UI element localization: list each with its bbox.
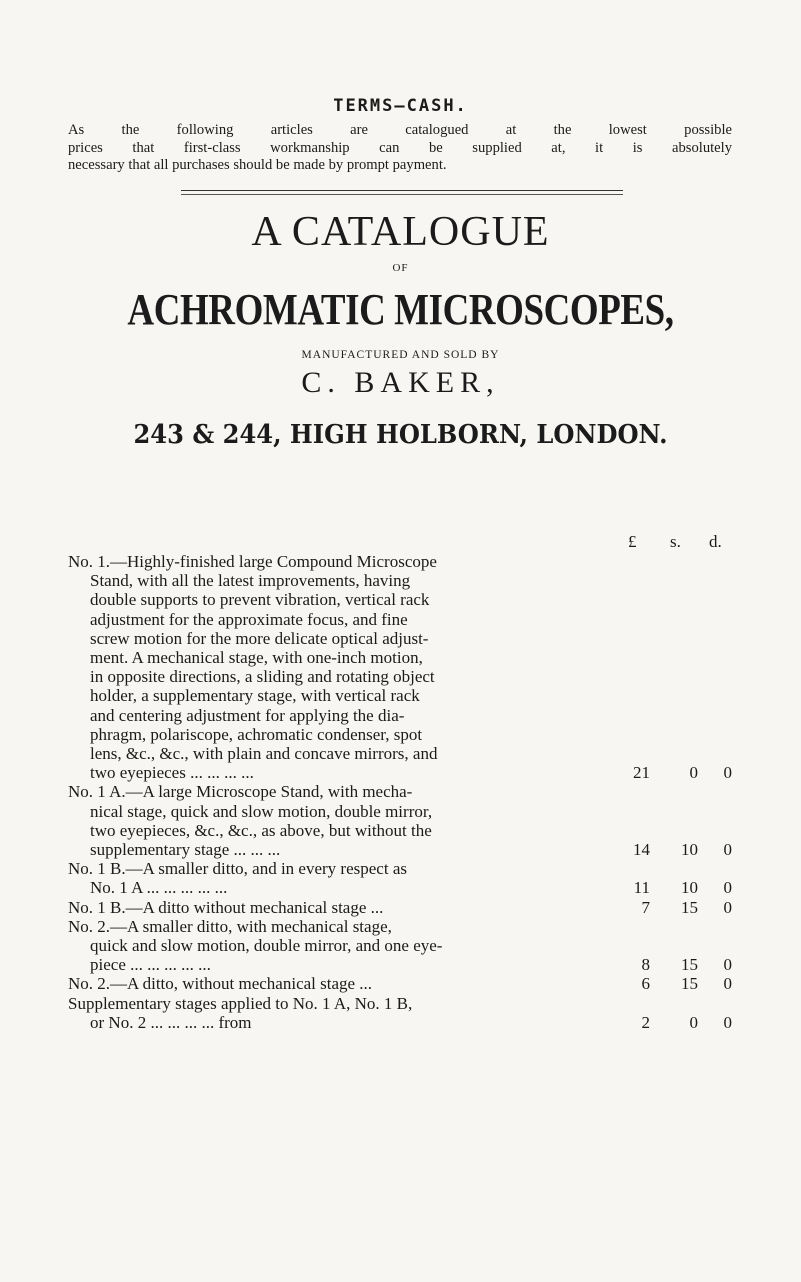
price-entry xyxy=(68,859,732,897)
price-pounds: 14 xyxy=(633,840,650,860)
pence-symbol: d. xyxy=(709,532,722,551)
entry-line: supplementary stage ... ... ... xyxy=(90,840,281,860)
entry-line: nical stage, quick and slow motion, double mirror, xyxy=(90,801,433,821)
price-shillings: 10 xyxy=(681,878,698,898)
entry-line: No. 1.—Highly-finished large Compound Microscope xyxy=(68,552,437,571)
entry-line: No. 2.—A smaller ditto, with mechanical stage, xyxy=(68,916,392,936)
entry-line: ment. A mechanical stage, with one-inch motion, xyxy=(90,648,423,668)
pounds-symbol: £ xyxy=(628,532,637,551)
entry-line: adjustment for the approximate focus, and fine xyxy=(90,609,408,629)
entry-line: No. 1 B.—A ditto without mechanical stage ... xyxy=(68,897,384,917)
price-pence: 0 xyxy=(723,897,732,917)
price-pounds: 6 xyxy=(641,974,650,994)
entry-price xyxy=(619,878,732,897)
entry-price xyxy=(619,974,732,993)
price-shillings: 0 xyxy=(689,763,698,783)
price-pounds: 2 xyxy=(641,1012,650,1032)
entry-price xyxy=(619,840,732,859)
intro-line: prices that first-class workmanship can be supplied at, it is absolutely xyxy=(68,139,732,156)
entry-line: lens, &c., &c., with plain and concave mirrors, and xyxy=(90,744,438,764)
price-entry xyxy=(68,917,732,975)
entry-line: two eyepieces ... ... ... ... xyxy=(90,763,254,783)
divider-rule xyxy=(181,194,623,195)
entry-price xyxy=(619,763,732,782)
price-pounds: 11 xyxy=(633,878,650,898)
entry-line: No. 1 A.—A large Microscope Stand, with mecha- xyxy=(68,782,413,802)
entry-price xyxy=(619,955,732,974)
price-pounds: 8 xyxy=(641,955,650,975)
entry-line: phragm, polariscope, achromatic condenser, spot xyxy=(90,724,423,744)
price-shillings: 0 xyxy=(689,1012,698,1032)
entry-line: holder, a supplementary stage, with vertical rack xyxy=(90,686,420,706)
price-pence: 0 xyxy=(723,974,732,994)
price-pounds: 21 xyxy=(633,763,650,783)
catalogue-title: A CATALOGUE xyxy=(251,209,550,255)
title-of: OF xyxy=(392,262,409,274)
price-shillings: 10 xyxy=(681,840,698,860)
price-list xyxy=(68,552,732,1032)
price-shillings: 15 xyxy=(681,974,698,994)
entry-price xyxy=(619,898,732,917)
catalogue-subject: ACHROMATIC MICROSCOPES, xyxy=(127,285,674,334)
price-entry xyxy=(68,994,732,1032)
price-entry xyxy=(68,782,732,859)
price-shillings: 15 xyxy=(681,955,698,975)
price-pence: 0 xyxy=(723,1012,732,1032)
entry-line: or No. 2 ... ... ... ... from xyxy=(90,1012,252,1032)
entry-line: No. 2.—A ditto, without mechanical stage ... xyxy=(68,974,373,994)
price-entry xyxy=(68,552,732,782)
maker-name: C. BAKER, xyxy=(301,366,500,399)
price-entry xyxy=(68,974,732,993)
entry-line: double supports to prevent vibration, vertical rack xyxy=(90,590,430,610)
price-shillings: 15 xyxy=(681,897,698,917)
intro-line: As the following articles are catalogued at the lowest possible xyxy=(68,122,732,138)
terms-heading: TERMS—CASH. xyxy=(333,96,468,116)
entry-price xyxy=(619,1013,732,1032)
intro-line: necessary that all purchases should be made by prompt payment. xyxy=(68,157,447,173)
intro-paragraph xyxy=(68,122,732,175)
manufactured-by: MANUFACTURED AND SOLD BY xyxy=(301,349,500,361)
entry-line: Stand, with all the latest improvements, having xyxy=(90,571,411,591)
price-pounds: 7 xyxy=(641,897,650,917)
entry-line: No. 1 B.—A smaller ditto, and in every respect as xyxy=(68,859,407,879)
price-pence: 0 xyxy=(723,840,732,860)
price-pence: 0 xyxy=(723,878,732,898)
entry-line: and centering adjustment for applying the dia- xyxy=(90,705,405,725)
price-pence: 0 xyxy=(723,955,732,975)
entry-line: piece ... ... ... ... ... xyxy=(90,955,211,975)
entry-line: two eyepieces, &c., &c., as above, but without the xyxy=(90,820,432,840)
entry-line: Supplementary stages applied to No. 1 A, No. 1 B, xyxy=(68,993,413,1013)
entry-line: screw motion for the more delicate optical adjust- xyxy=(90,628,429,648)
shillings-symbol: s. xyxy=(670,532,681,551)
price-pence: 0 xyxy=(723,763,732,783)
maker-address: 243 & 244, HIGH HOLBORN, LONDON. xyxy=(133,420,668,450)
divider-rule xyxy=(181,190,623,191)
entry-line: quick and slow motion, double mirror, and one eye- xyxy=(90,936,443,956)
entry-line: in opposite directions, a sliding and rotating object xyxy=(90,667,435,687)
price-entry xyxy=(68,898,732,917)
entry-line: No. 1 A ... ... ... ... ... xyxy=(90,878,228,898)
